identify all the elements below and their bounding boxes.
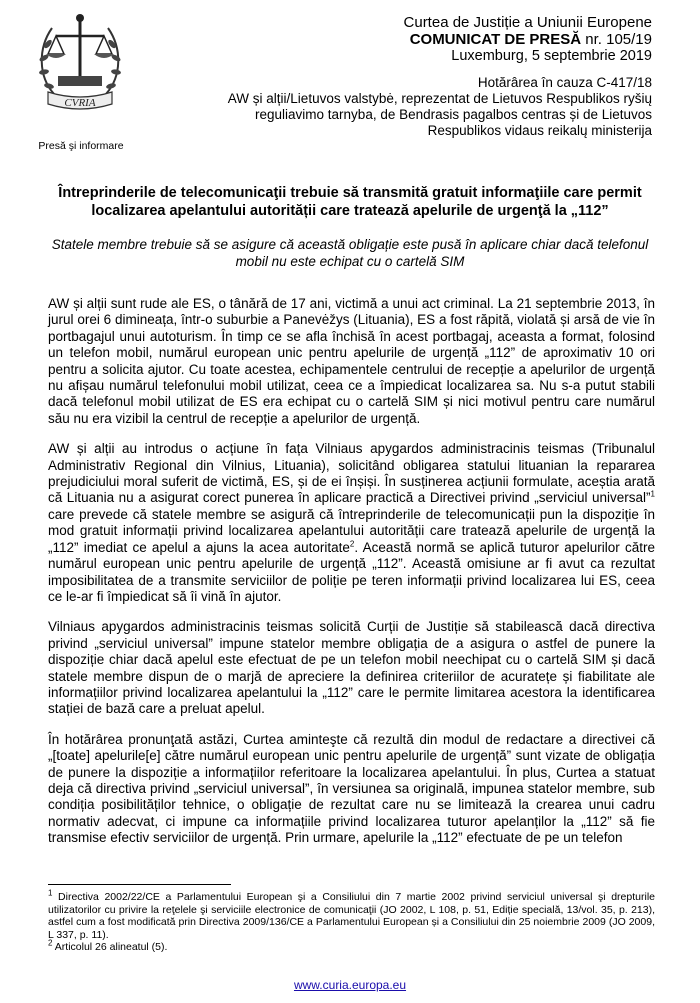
page-footer [0,978,700,992]
press-release-title: Întreprinderile de telecomunicaţii trebuie să transmită gratuit informaţiile care permit localizarea apelantului autorității care tratează apelurile de urgenţă la „112” [58,185,642,219]
paragraph-4: În hotărârea pronunţată astăzi, Curtea aminteşte că rezultă din modul de redactare a directivei că „[toate] apelurile[e] către numărul european unic pentru apelurile de urgență” sunt vizate de obligația de punere la dispoziție a informațiilor referitoare la localizarea apelantului. În plus, Curtea a statuat deja că directiva privind „serviciul universal”, în versiunea sa originală, impunea statelor membre, sub condiția posibilităților tehnice, o obligație de rezultat care nu se limitează la crearea unui cadru normativ adecvat, ci impune ca informațiile privind localizarea tuturor apelanților la „112” să fie transmise efectiv serviciilor de urgență. Prin urmare, apelurile la „112” efectuate de pe un telefon [48,731,655,846]
article-body [48,296,655,861]
press-label-text: COMUNICAT DE PRESĂ [409,31,582,48]
footnote-1 [48,888,655,941]
press-release-subtitle: Statele membre trebuie să se asigure că această obligație este pusă în aplicare chiar dacă telefonul mobil nu este echipat cu o cartelă SIM [51,237,649,269]
footnote-divider [48,884,231,885]
footnote-ref-1[interactable]: 1 [650,489,655,499]
footnote-2-text: Articolul 26 alineatul (5). [52,941,168,953]
case-line-4: Respublikos vidaus reikalų ministerija [427,123,652,138]
logo-caption: Presă şi informare [38,140,124,152]
case-line-3: reguliavimo tarnyba, de Bendrasis pagalbos centras și de Lietuvos [255,107,652,122]
paragraph-2-part-a: AW și alții au introdus o acțiune în fața Vilniaus apygardos administracinis teismas (Tribunalul Administrativ Regional din Vilnius, Lituania), solicitând obligarea statului lituanian la repararea prejudiciului moral suferit de victimă, ES, și de ei înșiși. În susținerea acțiunii formulate, aceștia arată că Lituania nu a asigurat corect punerea în aplicare practică a Directivei privind „serviciul universal” [48,441,655,506]
footnote-2-number: 2 [48,938,53,948]
paragraph-2-part-b: care prevede că statele membre se asigură că întreprinderile de telecomunicații pun la dispoziție în mod gratuit informații privind localizarea apelantului autorității care tratează apelurile de urgență la „112” imediat ce apelul a ajuns la acea autoritate [48,506,655,555]
footnote-1-number: 1 [48,888,53,898]
footnote-1-text: Directiva 2002/22/CE a Parlamentului European şi a Consiliului din 7 martie 2002 privind serviciul universal şi drepturile utilizatorilor cu privire la reţelele şi serviciile electronice de comunicaţii (JO 2002, L 108, p. 51, Ediție specială, 13/vol. 35, p. 213), astfel cum a fost modificată prin Directiva 2009/136/CE a Parlamentului European și a Consiliului din 25 noiembrie 2009 (JO 2009, L 337, p. 11). [48,891,655,941]
curia-website-link[interactable]: www.curia.europa.eu [293,978,407,992]
case-reference [228,75,652,139]
footnote-2 [48,938,655,954]
paragraph-1: AW și alții sunt rude ale ES, o tânără de 17 ani, victimă a unui act criminal. La 21 septembrie 2013, în jurul orei 6 dimineața, într-o suburbie a Panevėžys (Lituania), ES a fost răpită, violată și arsă de vie în portbagajul unui autoturism. În timp ce se afla închisă în acest portbagaj, aceasta a format, folosind un telefon mobil, numărul european unic pentru apelurile de urgență „112” de aproximativ 10 ori pentru a solicita ajutor. Cu toate acestea, echipamentele centrului de recepție a apelurilor de urgență nu afișau numărul telefonului mobil utilizat, ceea ce a împiedicat localizarea sa. Nu s-a putut stabili dacă telefonul mobil utilizat de ES era echipat cu o cartelă SIM și nici motivul pentru care numărul său nu era vizibil la centrul de recepție a apelurilor de urgență. [48,296,655,426]
paragraph-3: Vilniaus apygardos administracinis teismas solicită Curții de Justiție să stabilească dacă directiva privind „serviciul universal” impune statelor membre obligația de a asigura o astfel de punere la dispoziție chiar dacă apelul este efectuat de pe un telefon mobil neechipat cu o cartelă SIM și dacă statele membre dispun de o marjă de apreciere la definirea criteriilor de acuratețe și fiabilitate ale informațiilor privind localizarea apelantului la „112” care le permite limitarea acestora la identificarea stației de bază care a preluat apelul. [48,619,655,717]
paragraph-2 [48,441,655,605]
court-name: Curtea de Justiție a Uniunii Europene [403,14,652,31]
press-release-label [228,31,652,48]
footnotes [48,888,655,954]
curia-emblem-icon [32,6,128,124]
case-line-2: AW și alții/Lietuvos valstybė, reprezentat de Lietuvos Respublikos ryšių [227,91,652,106]
svg-text:CVRIA: CVRIA [64,97,96,109]
release-date: Luxemburg, 5 septembrie 2019 [451,48,652,64]
curia-logo [32,6,128,124]
case-line-1: Hotărârea în cauza C-417/18 [477,75,652,90]
paragraph-2-part-c: . Această normă se aplică tuturor apelurilor către numărul european unic pentru apelurile de urgență „112”. Această omisiune ar fi avut ca rezultat imposibilitatea de a transmite serviciilor de poliție pe teren informații privind localizarea lui ES, ceea ce le-ar fi împiedicat să îi vină în ajutor. [48,539,655,604]
press-number: nr. 105/19 [585,31,652,48]
press-header [228,14,652,139]
footnote-ref-2[interactable]: 2 [349,539,355,549]
